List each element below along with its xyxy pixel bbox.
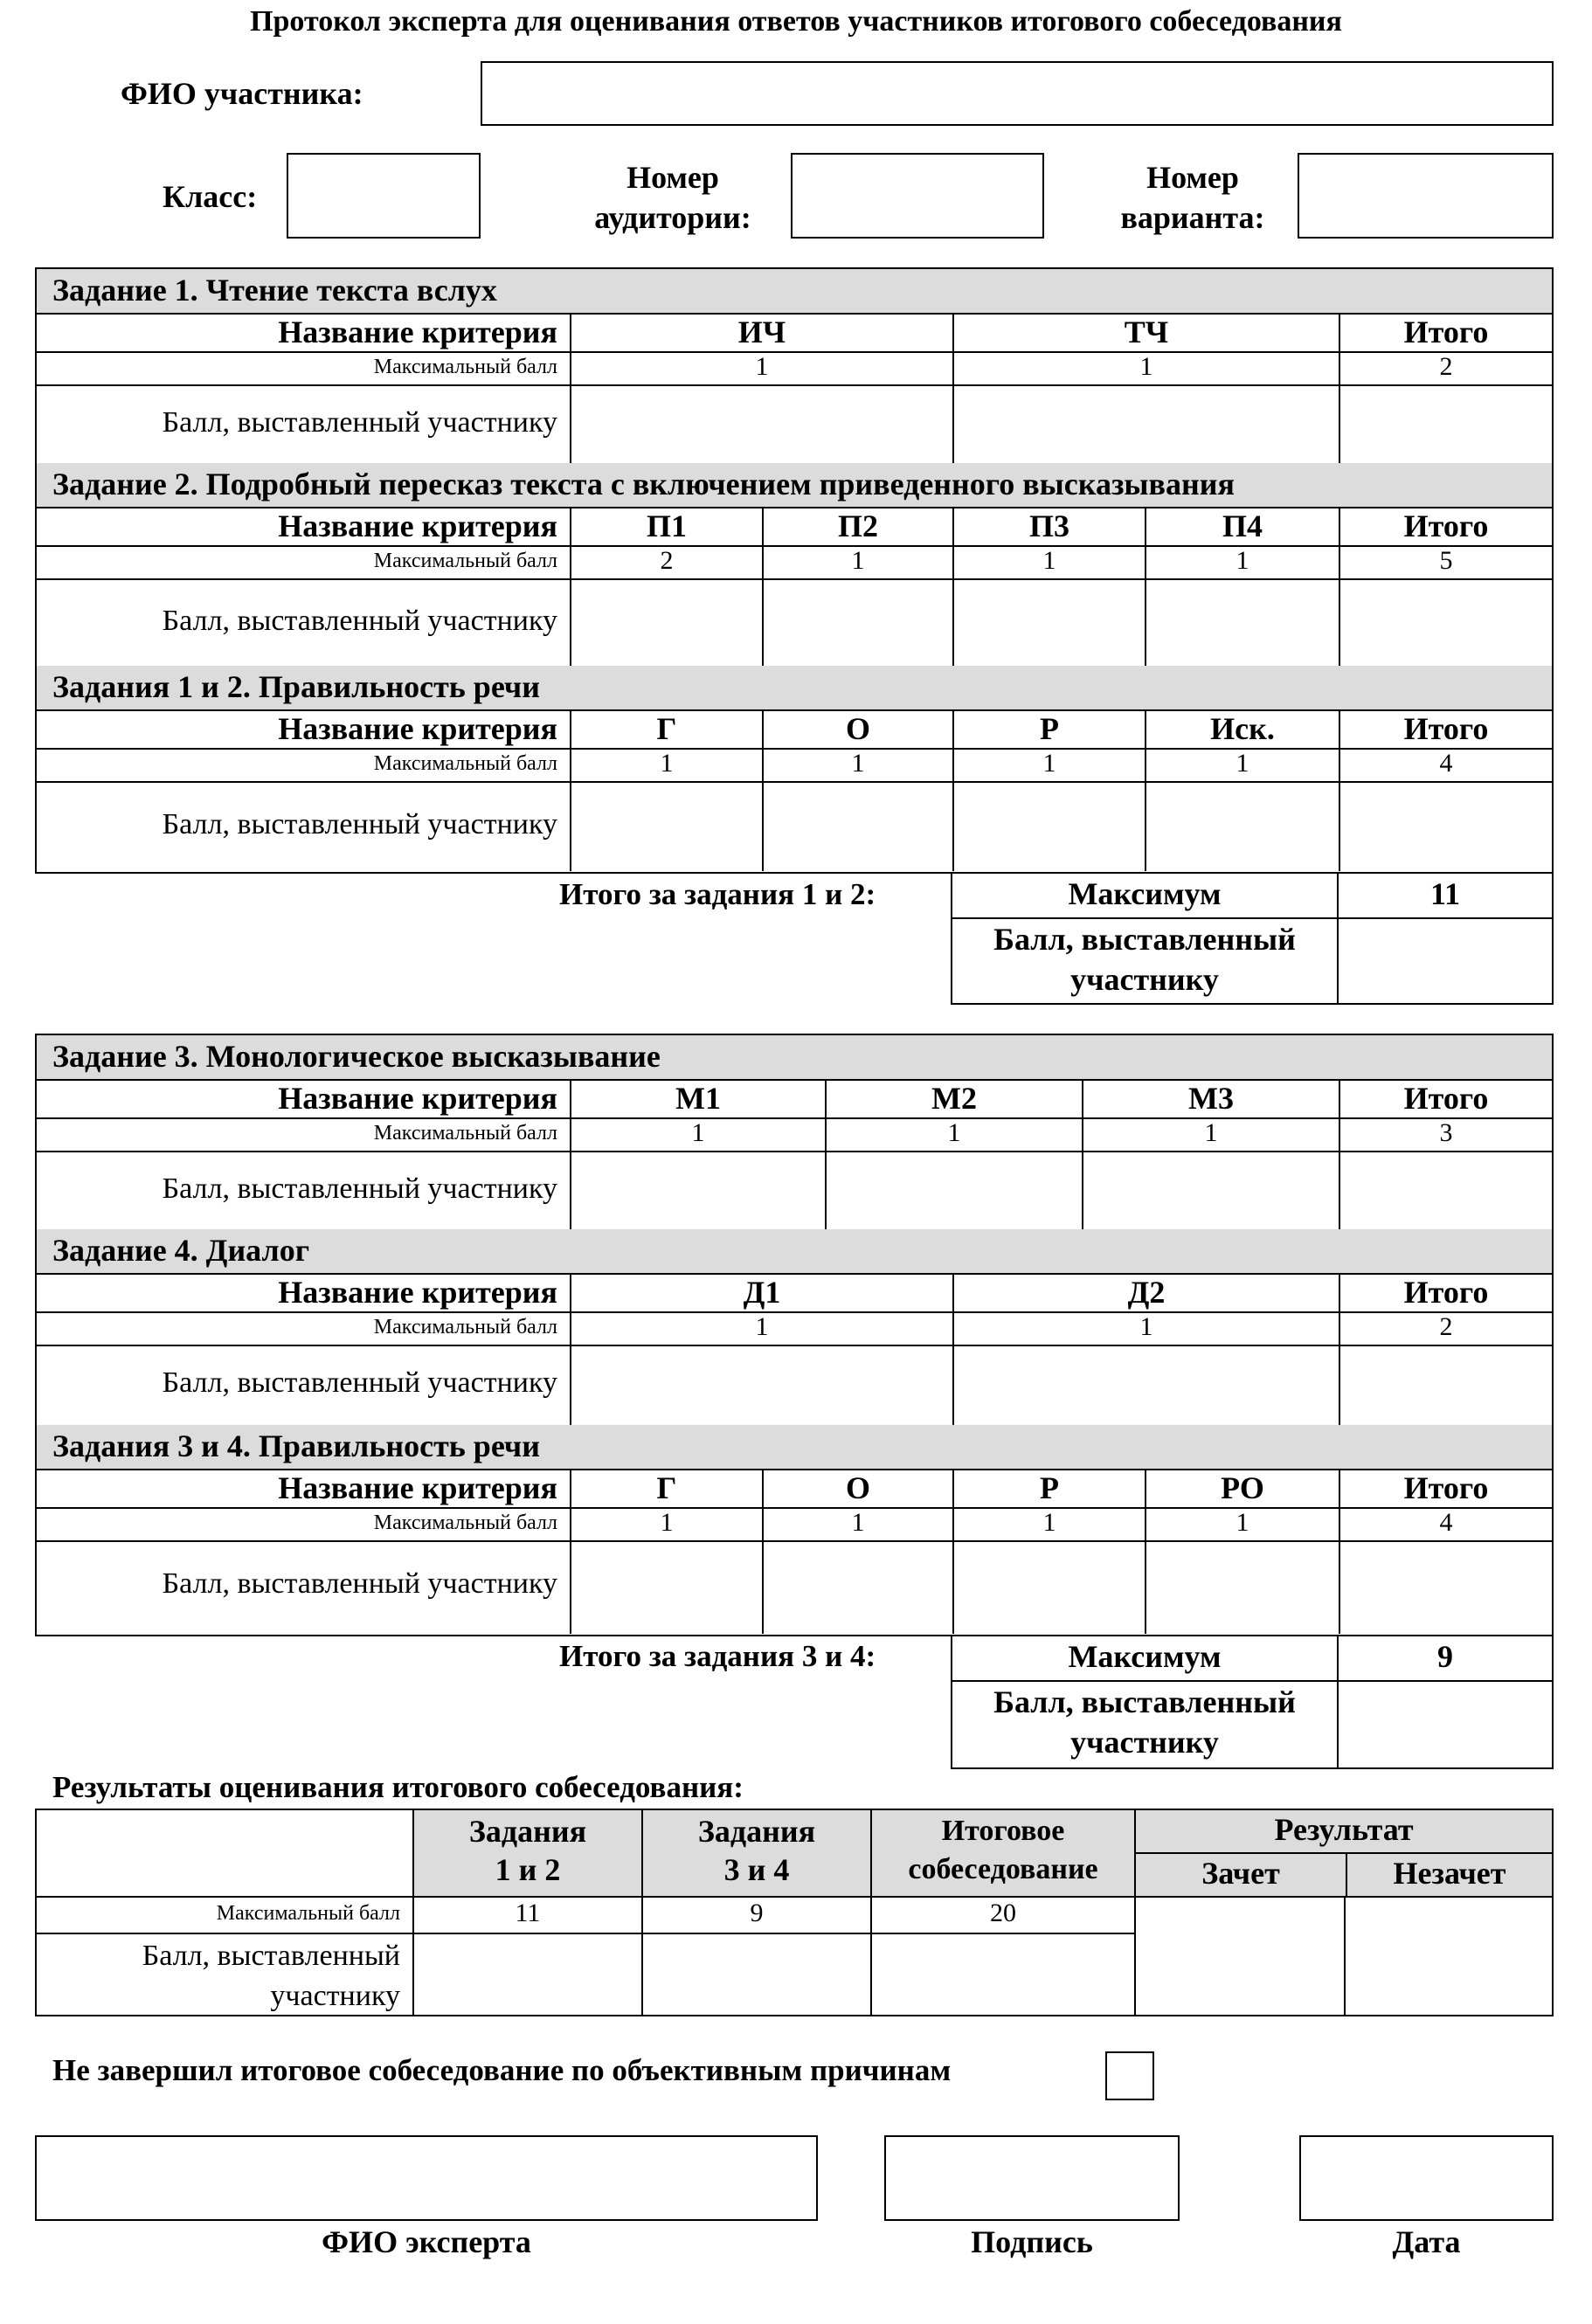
criterion-o: О — [762, 709, 952, 748]
task34-max-row — [37, 1507, 1552, 1542]
score-input[interactable] — [1145, 578, 1339, 666]
task4-score-row — [37, 1345, 1552, 1427]
criterion-name-label: Название критерия — [278, 1081, 557, 1116]
max-score-label: Максимальный балл — [373, 356, 557, 378]
criterion-name-label: Название критерия — [278, 315, 557, 349]
results-col-total: Итоговое собеседование — [870, 1810, 1134, 1896]
max-value: 1 — [1145, 1507, 1339, 1540]
task3-max-row — [37, 1117, 1552, 1152]
task1-max-row — [37, 351, 1552, 386]
max-value: 1 — [762, 545, 952, 578]
variant-label: Номер варианта: — [1120, 160, 1265, 235]
max-value: 1 — [952, 1311, 1339, 1345]
score-input[interactable] — [762, 781, 952, 871]
criterion-m2: М2 — [825, 1079, 1082, 1117]
max-value: 1 — [1082, 1117, 1339, 1151]
max-total: 5 — [1339, 545, 1552, 578]
max-score-label: Максимальный балл — [37, 1896, 412, 1934]
task3-header: Задание 3. Монологическое высказывание — [37, 1035, 1552, 1081]
task4-header: Задание 4. Диалог — [37, 1229, 1552, 1275]
score-input[interactable] — [570, 1540, 762, 1634]
score-input[interactable] — [1082, 1151, 1339, 1229]
max-value: 1 — [762, 1507, 952, 1540]
score-total-input[interactable] — [1339, 1540, 1552, 1634]
max-total: 2 — [1339, 351, 1552, 384]
score-given-label: Балл, выставленный участнику — [993, 922, 1296, 997]
max-value: 11 — [412, 1896, 641, 1934]
criterion-g: Г — [570, 1469, 762, 1507]
max-value: 1 — [952, 1507, 1145, 1540]
participant-score-label: Балл, выставленный участнику — [162, 1172, 557, 1205]
signature-field[interactable] — [884, 2135, 1180, 2221]
score-total-input[interactable] — [1339, 578, 1552, 666]
max-value: 1 — [570, 1311, 952, 1345]
class-field[interactable] — [287, 153, 481, 239]
task12-header: Задания 1 и 2. Правильность речи — [37, 666, 1552, 711]
task3-criteria-row — [37, 1079, 1552, 1119]
task34-score-row — [37, 1540, 1552, 1634]
page-title: Протокол эксперта для оценивания ответов участников итогового собеседования — [250, 5, 1342, 38]
score-input[interactable] — [570, 1151, 825, 1229]
max-value: 1 — [952, 545, 1145, 578]
score-input[interactable] — [1145, 781, 1339, 871]
date-field[interactable] — [1299, 2135, 1554, 2221]
results-col-tasks12: Задания 1 и 2 — [412, 1810, 641, 1896]
total-label: Итого — [1339, 709, 1552, 748]
criterion-p4: П4 — [1145, 507, 1339, 545]
maximum-label: Максимум — [1068, 876, 1222, 911]
sum12-score-input[interactable] — [1337, 917, 1552, 1003]
tasks-1-2-table — [35, 267, 1554, 874]
criterion-tch: ТЧ — [952, 313, 1339, 351]
score-input[interactable] — [762, 578, 952, 666]
task4-criteria-row — [37, 1273, 1552, 1313]
sum34-label: Итого за задания 3 и 4: — [559, 1639, 876, 1673]
criterion-name-label: Название критерия — [278, 711, 557, 746]
task2-max-row — [37, 545, 1552, 580]
criterion-m1: М1 — [570, 1079, 825, 1117]
task1-score-row — [37, 384, 1552, 465]
score-input[interactable] — [570, 1345, 952, 1425]
criterion-ro: РО — [1145, 1469, 1339, 1507]
results-score-row — [37, 1934, 1552, 2015]
task4-max-row — [37, 1311, 1552, 1346]
participant-score-label: Балл, выставленный участнику — [162, 605, 557, 637]
pass-label: Зачет — [1201, 1856, 1280, 1891]
score-input[interactable] — [952, 1540, 1145, 1634]
expert-name-field[interactable] — [35, 2135, 818, 2221]
score-total-input[interactable] — [1339, 781, 1552, 871]
max-value: 1 — [1145, 748, 1339, 781]
max-value: 9 — [641, 1896, 870, 1934]
task34-criteria-row — [37, 1469, 1552, 1509]
max-value: 20 — [870, 1896, 1134, 1934]
max-value: 1 — [1145, 545, 1339, 578]
sum34-score-input[interactable] — [1337, 1680, 1552, 1767]
max-value: 1 — [570, 1507, 762, 1540]
task12-score-row — [37, 781, 1552, 871]
total-label: Итого — [1339, 1469, 1552, 1507]
signature-label: Подпись — [971, 2224, 1093, 2259]
criterion-g: Г — [570, 709, 762, 748]
class-label: Класс: — [163, 179, 258, 214]
max-total: 3 — [1339, 1117, 1552, 1151]
room-label: Номер аудитории: — [594, 160, 751, 235]
score-input[interactable] — [952, 384, 1339, 463]
max-total: 4 — [1339, 748, 1552, 781]
criterion-name-label: Название критерия — [278, 1470, 557, 1505]
date-label: Дата — [1392, 2224, 1461, 2259]
score-input[interactable] — [952, 781, 1145, 871]
score-input[interactable] — [825, 1151, 1082, 1229]
criterion-p1: П1 — [570, 507, 762, 545]
participant-score-label: Балл, выставленный участнику — [142, 1940, 400, 2012]
criterion-m3: М3 — [1082, 1079, 1339, 1117]
total-label: Итого — [1339, 507, 1552, 545]
max-total: 4 — [1339, 1507, 1552, 1540]
score-input[interactable] — [952, 578, 1145, 666]
score-input[interactable] — [570, 384, 952, 463]
criterion-d2: Д2 — [952, 1273, 1339, 1311]
score-input[interactable] — [570, 781, 762, 871]
task2-criteria-row — [37, 507, 1552, 547]
max-value: 1 — [570, 748, 762, 781]
criterion-o: О — [762, 1469, 952, 1507]
criterion-ich: ИЧ — [570, 313, 952, 351]
participant-score-label: Балл, выставленный участнику — [162, 808, 557, 840]
criterion-r: Р — [952, 709, 1145, 748]
criterion-name-label: Название критерия — [278, 508, 557, 543]
score-input[interactable] — [762, 1540, 952, 1634]
max-score-label: Максимальный балл — [373, 752, 557, 775]
task12-criteria-row — [37, 709, 1552, 750]
variant-field[interactable] — [1298, 153, 1554, 239]
sum34-box — [951, 1635, 1554, 1769]
task34-header: Задания 3 и 4. Правильность речи — [37, 1425, 1552, 1470]
sum12-label: Итого за задания 1 и 2: — [559, 877, 876, 911]
score-input[interactable] — [641, 1934, 870, 2015]
score-given-label: Балл, выставленный участнику — [993, 1684, 1296, 1760]
score-input[interactable] — [952, 1345, 1339, 1425]
results-header-row — [37, 1810, 1552, 1898]
sum12-max-value: 11 — [1337, 872, 1552, 917]
total-label: Итого — [1339, 1273, 1552, 1311]
results-blank-cell — [37, 1810, 412, 1896]
criterion-name-label: Название критерия — [278, 1275, 557, 1310]
score-input[interactable] — [1145, 1540, 1339, 1634]
task12-max-row — [37, 748, 1552, 783]
fail-label: Незачет — [1346, 1854, 1552, 1896]
not-completed-checkbox[interactable] — [1105, 2051, 1154, 2100]
total-label: Итого — [1339, 1079, 1552, 1117]
criterion-r: Р — [952, 1469, 1145, 1507]
sum34-max-value: 9 — [1337, 1635, 1552, 1680]
room-field[interactable] — [791, 153, 1044, 239]
results-title: Результаты оценивания итогового собеседования: — [52, 1770, 744, 1804]
max-value: 2 — [570, 545, 762, 578]
results-col-tasks34: Задания 3 и 4 — [641, 1810, 870, 1896]
score-total-input[interactable] — [1339, 384, 1552, 463]
max-score-label: Максимальный балл — [373, 1316, 557, 1338]
participant-score-label: Балл, выставленный участнику — [162, 1567, 557, 1600]
score-input[interactable] — [570, 578, 762, 666]
participant-score-label: Балл, выставленный участнику — [162, 406, 557, 439]
score-input[interactable] — [412, 1934, 641, 2015]
criterion-d1: Д1 — [570, 1273, 952, 1311]
max-total: 2 — [1339, 1311, 1552, 1345]
results-col-result: Результат Зачет Незачет — [1134, 1810, 1552, 1896]
max-score-label: Максимальный балл — [373, 1122, 557, 1145]
score-input[interactable] — [870, 1934, 1134, 2015]
criterion-p2: П2 — [762, 507, 952, 545]
score-total-input[interactable] — [1339, 1345, 1552, 1425]
max-value: 1 — [825, 1117, 1082, 1151]
task1-header: Задание 1. Чтение текста вслух — [37, 269, 1552, 315]
max-value: 1 — [952, 351, 1339, 384]
max-value: 1 — [952, 748, 1145, 781]
tasks-3-4-table — [35, 1034, 1554, 1636]
criterion-isk: Иск. — [1145, 709, 1339, 748]
task2-score-row — [37, 578, 1552, 667]
maximum-label: Максимум — [1068, 1639, 1222, 1674]
fio-field[interactable] — [481, 61, 1554, 126]
task2-header: Задание 2. Подробный пересказ текста с включением приведенного высказывания — [37, 463, 1552, 508]
max-value: 1 — [570, 351, 952, 384]
fio-label: ФИО участника: — [121, 76, 363, 111]
expert-name-label: ФИО эксперта — [322, 2224, 531, 2259]
sum12-box — [951, 872, 1554, 1005]
max-score-label: Максимальный балл — [373, 1511, 557, 1534]
max-score-label: Максимальный балл — [373, 550, 557, 572]
criterion-p3: П3 — [952, 507, 1145, 545]
max-value: 1 — [570, 1117, 825, 1151]
task3-score-row — [37, 1151, 1552, 1231]
not-completed-label: Не завершил итоговое собеседование по объективным причинам — [52, 2053, 952, 2087]
max-value: 1 — [762, 748, 952, 781]
total-label: Итого — [1339, 313, 1552, 351]
participant-score-label: Балл, выставленный участнику — [162, 1366, 557, 1399]
results-table — [35, 1809, 1554, 2016]
task1-criteria-row — [37, 313, 1552, 353]
score-total-input[interactable] — [1339, 1151, 1552, 1229]
